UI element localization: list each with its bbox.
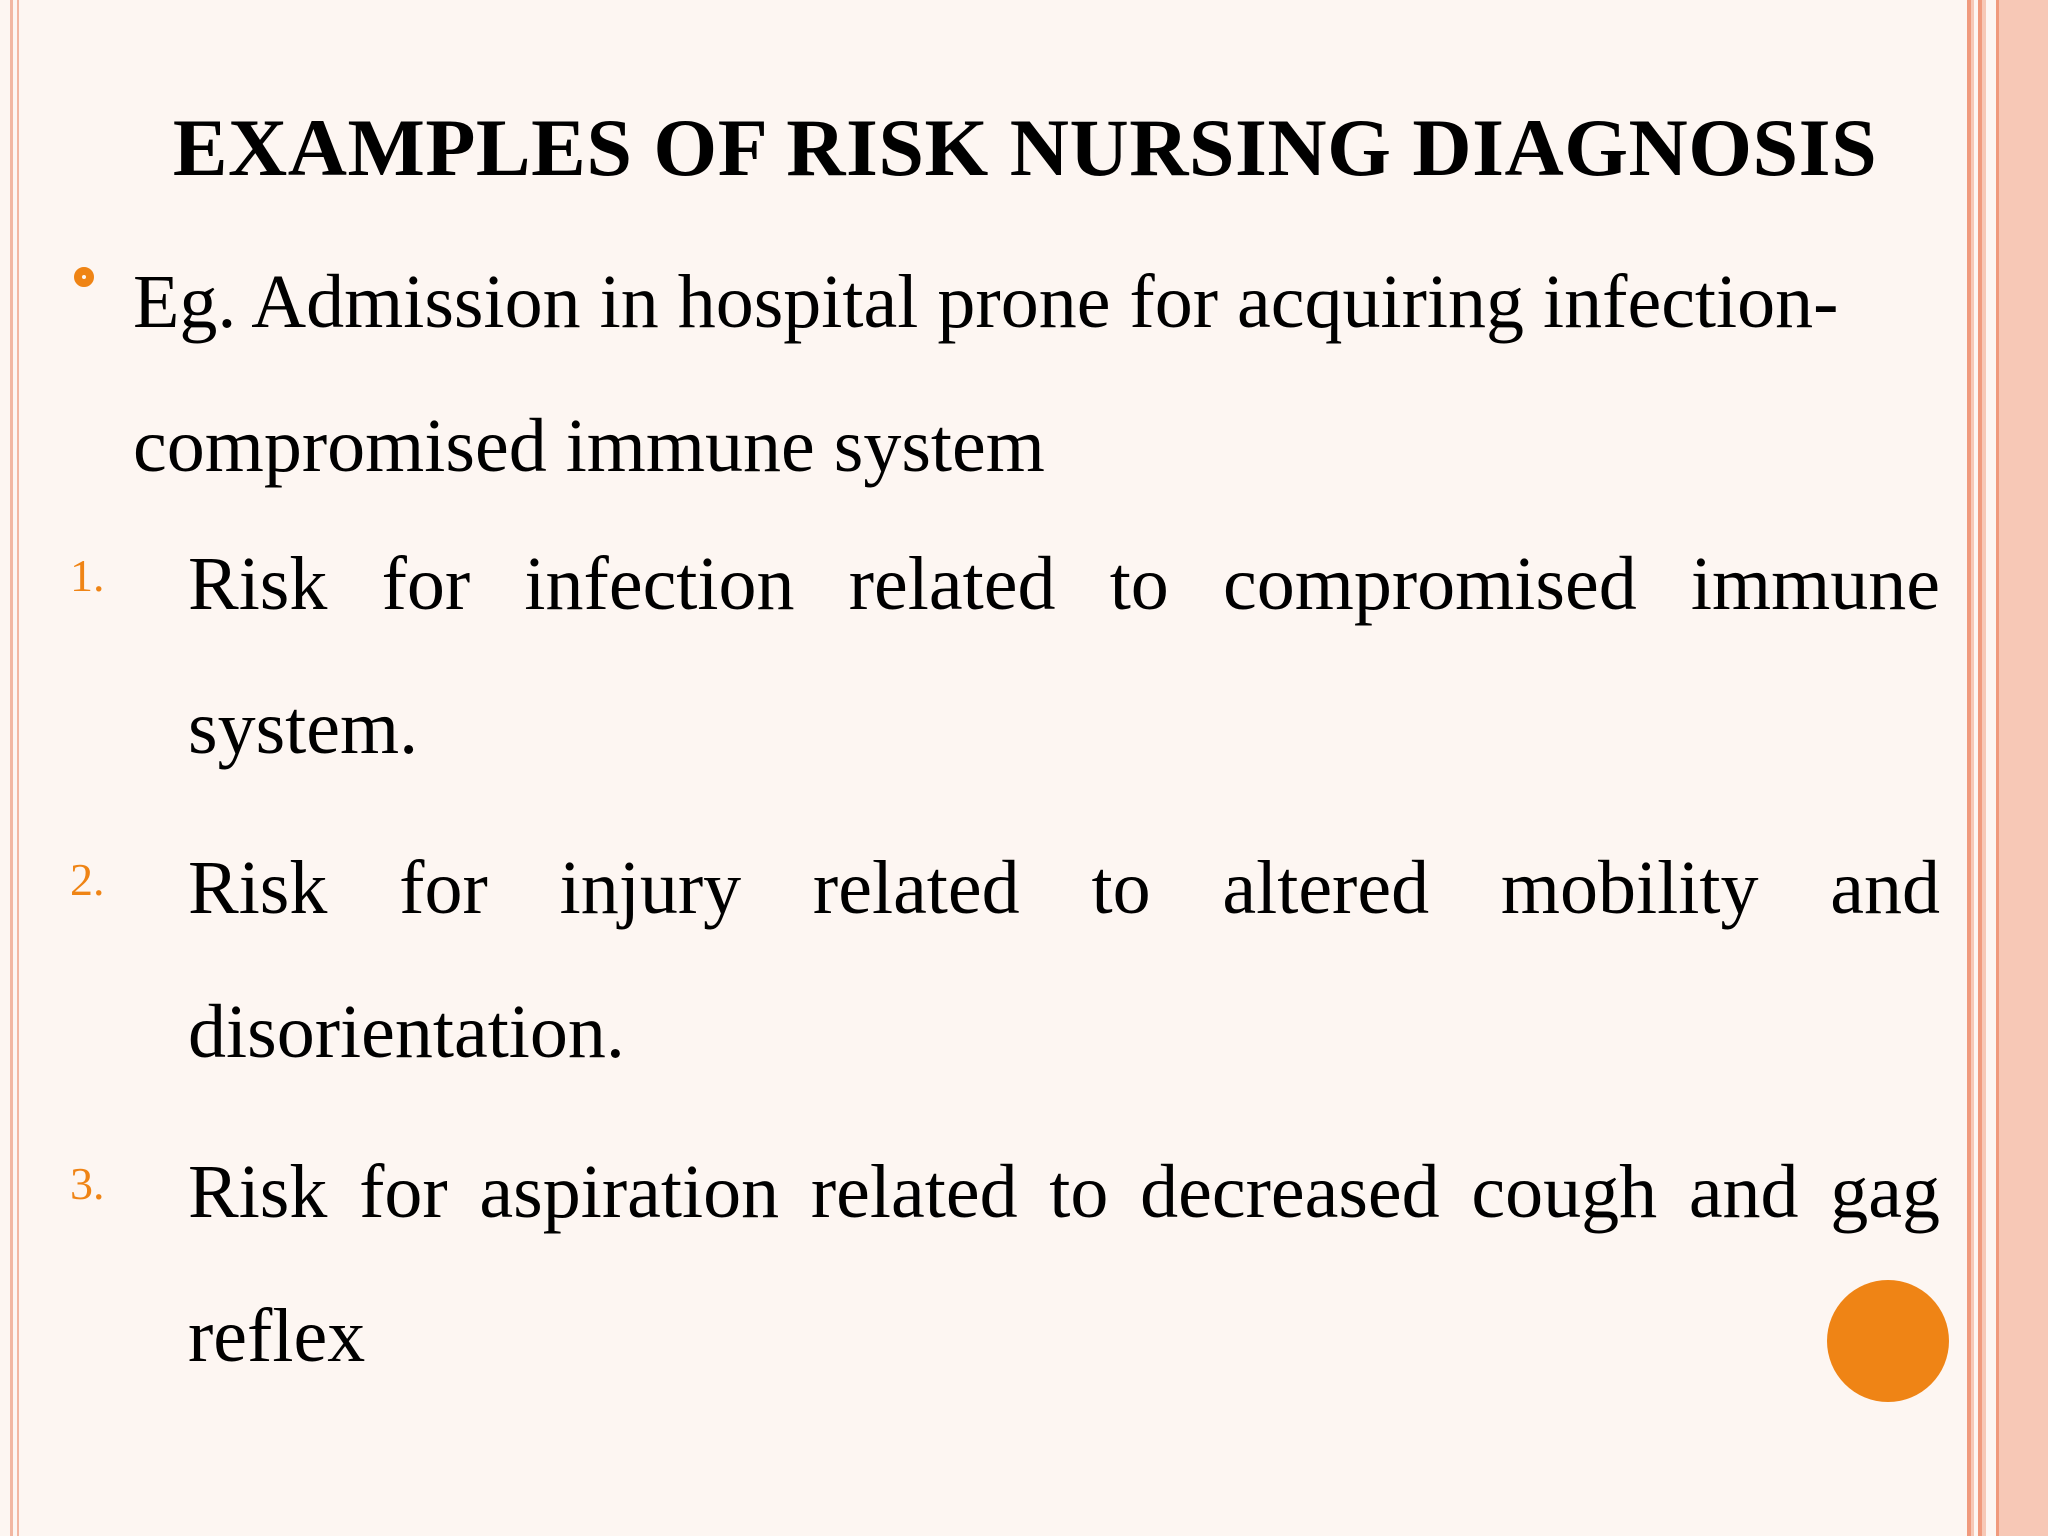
left-border-line-inner xyxy=(17,0,19,1536)
list-item-text xyxy=(188,1120,1940,1408)
list-item-text xyxy=(188,816,1940,1104)
list-item-line-2: system. xyxy=(188,686,419,770)
example-bullet-text xyxy=(133,230,2013,518)
list-item-line-1: Risk for aspiration related to decreased cough and gag xyxy=(188,1150,1940,1234)
list-item-text xyxy=(188,512,1940,800)
ring-bullet-icon xyxy=(74,267,94,287)
list-item-number: 1. xyxy=(70,550,105,601)
list-item-line-2: reflex xyxy=(188,1294,366,1378)
list-item-number: 2. xyxy=(70,854,105,905)
left-border-line xyxy=(10,0,13,1536)
example-line-1: Eg. Admission in hospital prone for acquiring infection- xyxy=(133,260,1839,344)
list-item-line-1: Risk for injury related to altered mobility and xyxy=(188,846,1940,930)
list-item-line-1: Risk for infection related to compromised immune xyxy=(188,542,1940,626)
example-line-2: compromised immune system xyxy=(133,404,1045,488)
orange-circle-icon xyxy=(1827,1280,1949,1402)
list-item-line-2: disorientation. xyxy=(188,990,625,1074)
list-item-number: 3. xyxy=(70,1158,105,1209)
slide-title: EXAMPLES OF RISK NURSING DIAGNOSIS xyxy=(172,102,1878,193)
